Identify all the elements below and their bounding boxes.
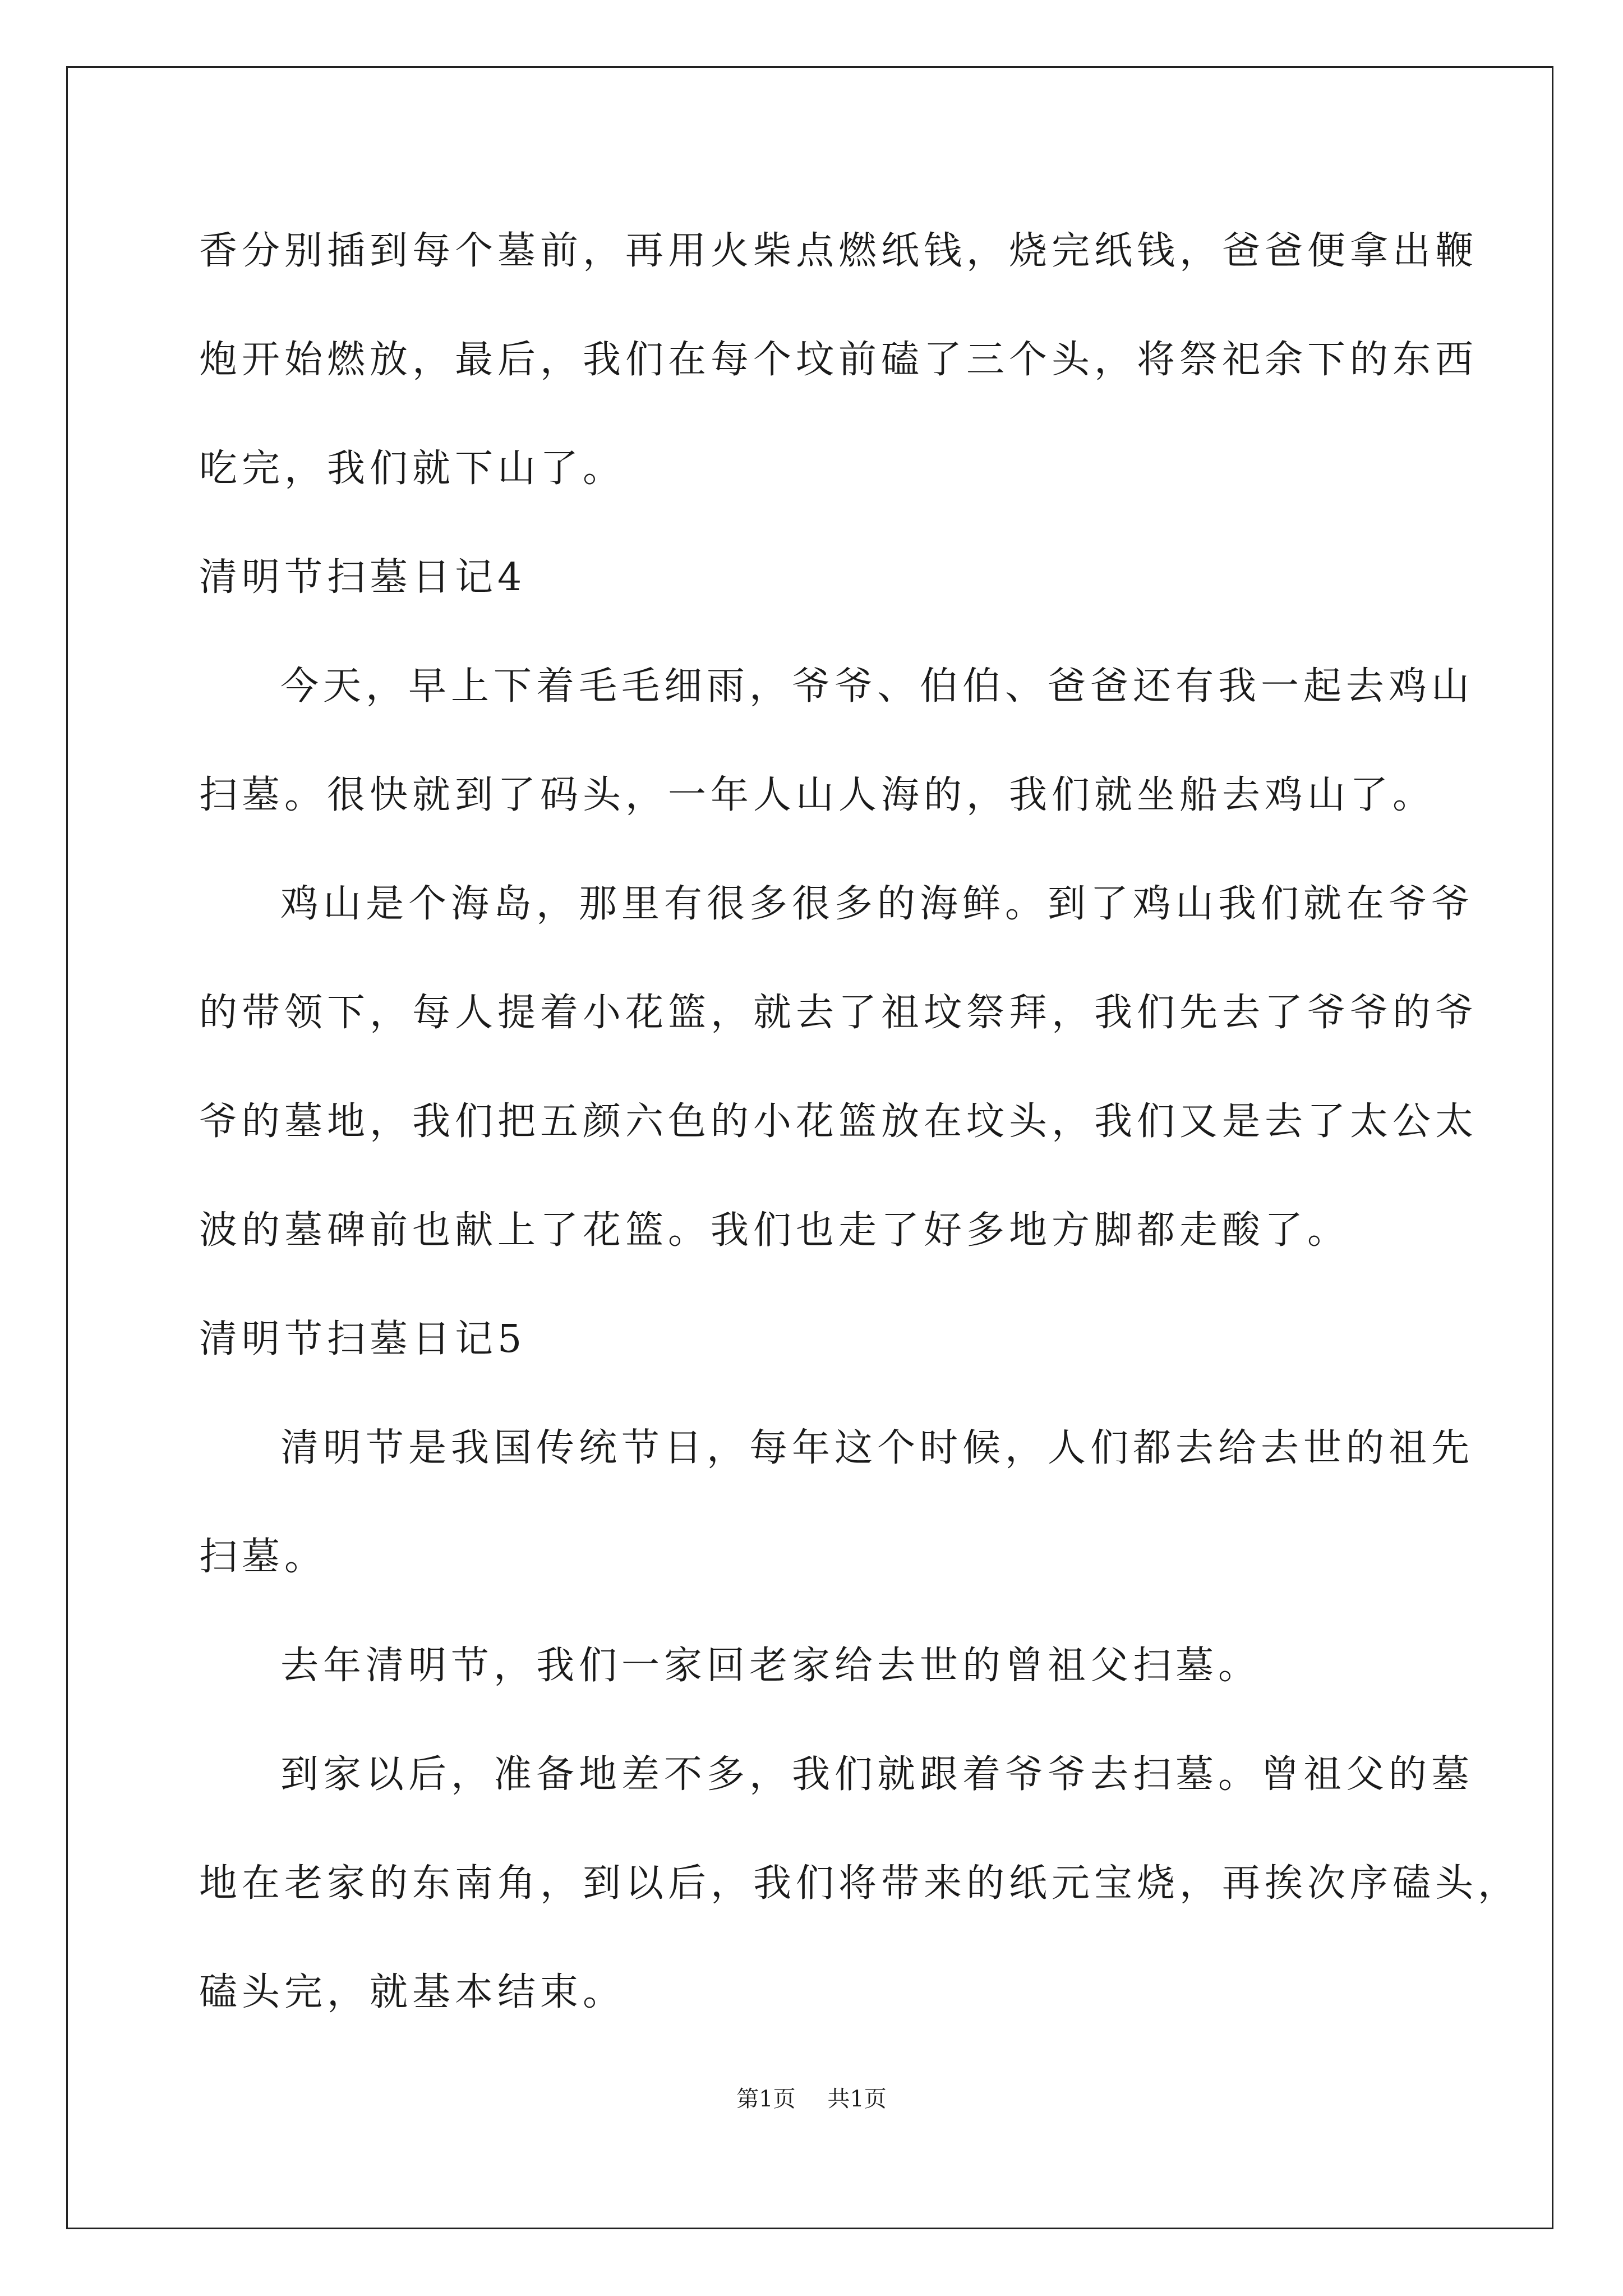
text-line: 扫墓。很快就到了码头，一年人山人海的，我们就坐船去鸡山了。 (199, 773, 1436, 817)
paragraph-first-line: 清明节是我国传统节日，每年这个时候，人们都去给去世的祖先 (280, 1426, 1474, 1470)
section-heading: 清明节扫墓日记5 (199, 1317, 527, 1361)
text-line: 地在老家的东南角，到以后，我们将带来的纸元宝烧，再挨次序磕头， (199, 1861, 1521, 1906)
document-body (199, 212, 1521, 2062)
text-line: 的带领下，每人提着小花篮，就去了祖坟祭拜，我们先去了爷爷的爷 (199, 991, 1478, 1035)
page-total: 共1页 (827, 2086, 887, 2112)
paragraph-first-line: 今天，早上下着毛毛细雨，爷爷、伯伯、爸爸还有我一起去鸡山 (280, 664, 1474, 708)
text-line: 爷的墓地，我们把五颜六色的小花篮放在坟头，我们又是去了太公太 (199, 1099, 1478, 1144)
page-number: 第1页 (736, 2086, 796, 2112)
text-line: 炮开始燃放，最后，我们在每个坟前磕了三个头，将祭祀余下的东西 (199, 338, 1478, 382)
page-footer (0, 2081, 1623, 2113)
text-line: 香分别插到每个墓前，再用火柴点燃纸钱，烧完纸钱，爸爸便拿出鞭 (199, 229, 1478, 273)
paragraph-first-line: 去年清明节，我们一家回老家给去世的曾祖父扫墓。 (280, 1644, 1261, 1688)
text-line: 吃完，我们就下山了。 (199, 447, 626, 491)
text-line: 波的墓碑前也献上了花篮。我们也走了好多地方脚都走酸了。 (199, 1208, 1350, 1253)
section-heading: 清明节扫墓日记4 (199, 555, 527, 600)
paragraph-first-line: 到家以后，准备地差不多，我们就跟着爷爷去扫墓。曾祖父的墓 (280, 1752, 1474, 1797)
text-line: 磕头完，就基本结束。 (199, 1970, 626, 2014)
text-line: 扫墓。 (199, 1535, 328, 1579)
paragraph-first-line: 鸡山是个海岛，那里有很多很多的海鲜。到了鸡山我们就在爷爷 (280, 882, 1474, 926)
